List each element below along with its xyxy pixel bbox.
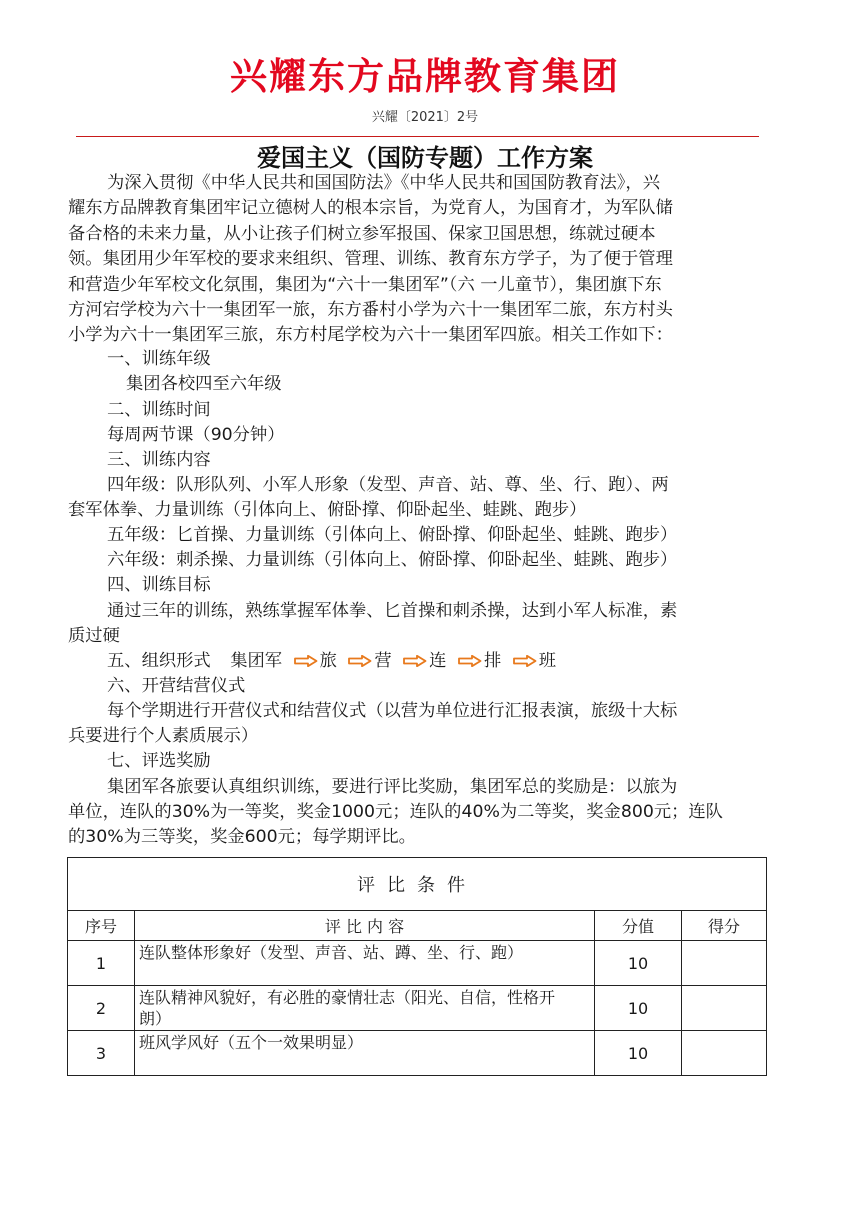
grade6-content: 六年级：刺杀操、力量训练（引体向上、俯卧撑、仰卧起坐、蛙跳、跑步） xyxy=(107,550,678,570)
goal-text: 通过三年的训练，熟练掌握军体拳、匕首操和刺杀操，达到小军人标准，素 xyxy=(107,601,678,621)
intro-line: 为深入贯彻《中华人民共和国国防法》《中华人民共和国国防教育法》，兴 xyxy=(107,173,660,193)
org-flow xyxy=(107,649,556,674)
section-text-grade: 集团各校四至六年级 xyxy=(126,374,282,394)
row-got xyxy=(682,986,767,1031)
header-index: 序号 xyxy=(68,911,135,941)
section-heading-grade: 一、训练年级 xyxy=(107,349,211,369)
red-divider xyxy=(76,136,759,137)
grade4-content: 四年级：队形队列、小军人形象（发型、声音、站、尊、坐、行、跑）、两 xyxy=(107,475,669,495)
outlined-right-arrow-icon xyxy=(513,655,535,667)
org-title: 兴耀东方品牌教育集团 xyxy=(230,55,620,98)
outlined-right-arrow-icon xyxy=(294,655,316,667)
grade4-content-cont: 套军体拳、力量训练（引体向上、俯卧撑、仰卧起坐、蛙跳、跑步） xyxy=(68,500,587,520)
section-text-time: 每周两节课（90分钟） xyxy=(107,425,285,445)
intro-line: 方河宕学校为六十一集团军一旅，东方番村小学为六十一集团军二旅，东方村头 xyxy=(68,300,673,320)
row-content-line: 连队精神风貌好，有必胜的豪情壮志（阳光、自信，性格开 xyxy=(139,988,556,1007)
award-text-cont: 的30%为三等奖，奖金600元；每学期评比。 xyxy=(68,827,416,847)
goal-text-cont: 质过硬 xyxy=(68,626,120,646)
ceremony-text: 每个学期进行开营仪式和结营仪式（以营为单位进行汇报表演，旅级十大标 xyxy=(107,701,678,721)
row-got xyxy=(682,1031,767,1076)
header-score: 分值 xyxy=(595,911,682,941)
row-content-line: 朗） xyxy=(139,1009,172,1028)
outlined-right-arrow-icon xyxy=(403,655,425,667)
org-unit: 连 xyxy=(429,651,447,671)
section-heading-goal: 四、训练目标 xyxy=(107,575,211,595)
org-unit: 排 xyxy=(483,651,502,671)
header-content: 评 比 内 容 xyxy=(135,911,595,941)
header-got: 得分 xyxy=(682,911,767,941)
outlined-right-arrow-icon xyxy=(348,655,370,667)
row-content xyxy=(135,1031,595,1076)
doc-number: 兴耀〔2021〕2号 xyxy=(371,110,479,125)
outlined-right-arrow-icon xyxy=(458,655,480,667)
section-heading-award: 七、评选奖励 xyxy=(107,751,211,771)
table-caption: 评比条件 xyxy=(68,858,767,911)
row-index: 3 xyxy=(68,1031,135,1076)
intro-line: 和营造少年军校文化氛围，集团为“六十一集团军”（六 一儿童节），集团旗下东 xyxy=(68,275,662,295)
row-content-line: 班风学风好（五个一效果明显） xyxy=(139,1033,364,1052)
intro-line: 耀东方品牌教育集团牢记立德树人的根本宗旨，为党育人，为国育才，为军队储 xyxy=(68,198,673,218)
row-got xyxy=(682,941,767,986)
table-row xyxy=(68,1031,767,1076)
table-row xyxy=(68,986,767,1031)
row-content-line: 连队整体形象好（发型、声音、站、蹲、坐、行、跑） xyxy=(139,943,524,962)
row-score: 10 xyxy=(595,941,682,986)
intro-line: 备合格的未来力量，从小让孩子们树立参军报国、保家卫国思想，练就过硬本 xyxy=(68,224,656,244)
plan-title: 爱国主义（国防专题）工作方案 xyxy=(257,144,593,172)
row-score: 10 xyxy=(595,1031,682,1076)
table-row xyxy=(68,941,767,986)
grade5-content: 五年级：匕首操、力量训练（引体向上、俯卧撑、仰卧起坐、蛙跳、跑步） xyxy=(107,525,678,545)
intro-line: 领。集团用少年军校的要求来组织、管理、训练、教育东方学子，为了便于管理 xyxy=(68,249,673,269)
org-unit: 营 xyxy=(374,651,392,671)
row-content xyxy=(135,986,595,1031)
award-text: 集团军各旅要认真组织训练，要进行评比奖励，集团军总的奖励是：以旅为 xyxy=(107,777,678,797)
evaluation-table xyxy=(67,857,767,1076)
row-index: 2 xyxy=(68,986,135,1031)
award-text-cont: 单位，连队的30%为一等奖，奖金1000元；连队的40%为二等奖，奖金800元；连队 xyxy=(68,802,723,822)
org-unit: 旅 xyxy=(319,651,337,671)
section-heading-org: 五、组织形式 xyxy=(107,651,211,671)
intro-line: 小学为六十一集团军三旅，东方村尾学校为六十一集团军四旅。相关工作如下： xyxy=(68,325,673,345)
org-unit: 班 xyxy=(538,651,557,671)
section-heading-content: 三、训练内容 xyxy=(107,450,211,470)
ceremony-text-cont: 兵要进行个人素质展示） xyxy=(68,726,259,746)
org-unit: 集团军 xyxy=(230,651,283,671)
section-heading-time: 二、训练时间 xyxy=(107,400,211,420)
row-index: 1 xyxy=(68,941,135,986)
row-score: 10 xyxy=(595,986,682,1031)
section-heading-ceremony: 六、开营结营仪式 xyxy=(107,676,246,696)
row-content xyxy=(135,941,595,986)
